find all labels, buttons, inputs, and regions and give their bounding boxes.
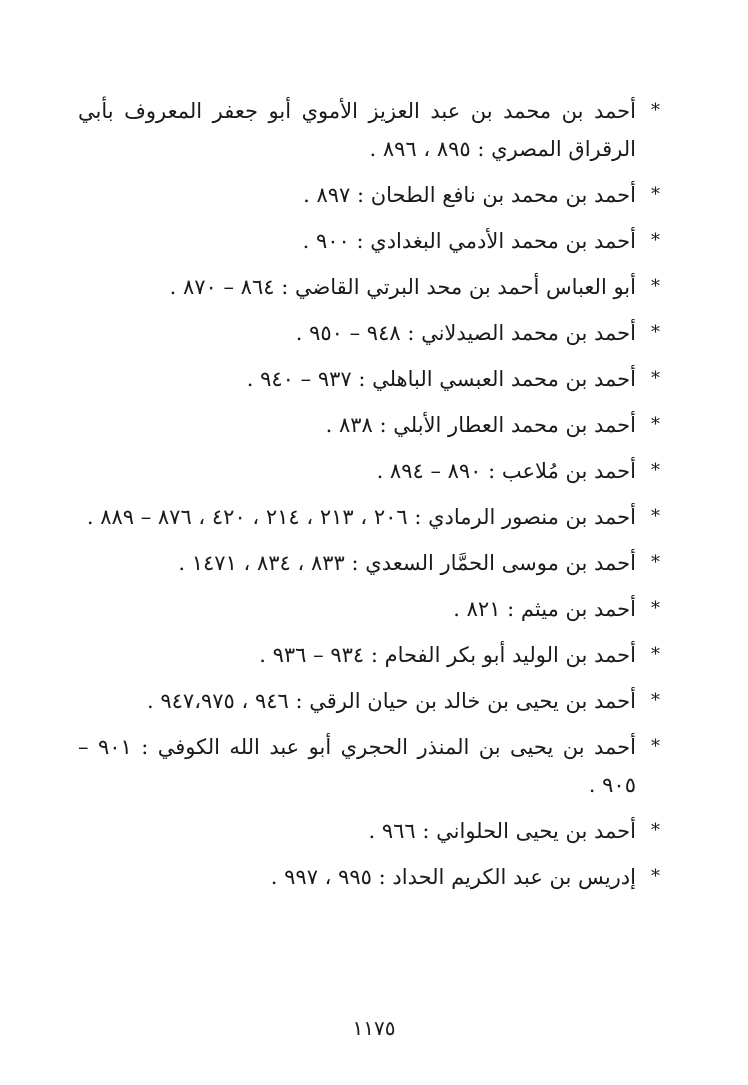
index-entry-text: أحمد بن يحيى الحلواني : ٩٦٦ . — [368, 819, 636, 843]
index-entry-text: أحمد بن محمد العطار الأبلي : ٨٣٨ . — [325, 413, 636, 437]
index-entry-text: أحمد بن محمد العبسي الباهلي : ٩٣٧ – ٩٤٠ . — [246, 367, 636, 391]
asterisk-icon: * — [651, 100, 660, 121]
index-entry — [78, 452, 660, 490]
index-entry-text: أحمد بن مُلاعب : ٨٩٠ – ٨٩٤ . — [376, 459, 636, 483]
index-entry-text: أحمد بن الوليد أبو بكر الفحام : ٩٣٤ – ٩٣٦ . — [259, 643, 636, 667]
asterisk-icon: * — [651, 460, 660, 481]
index-entry — [78, 92, 660, 168]
index-entries-list — [78, 92, 660, 904]
asterisk-icon: * — [651, 598, 660, 619]
index-entry — [78, 590, 660, 628]
index-entry — [78, 268, 660, 306]
index-entry-text: أحمد بن منصور الرمادي : ٢٠٦ ، ٢١٣ ، ٢١٤ ، ٤٢٠ ، ٨٧٦ – ٨٨٩ . — [86, 505, 636, 529]
index-entry-text: أحمد بن محمد الصيدلاني : ٩٤٨ – ٩٥٠ . — [295, 321, 636, 345]
index-entry — [78, 682, 660, 720]
asterisk-icon: * — [651, 506, 660, 527]
index-entry-text: أحمد بن محمد بن نافع الطحان : ٨٩٧ . — [303, 183, 636, 207]
index-entry-text: أحمد بن محمد الأدمي البغدادي : ٩٠٠ . — [302, 229, 636, 253]
page-number: ١١٧٥ — [352, 1016, 396, 1040]
index-entry-text: أحمد بن ميثم : ٨٢١ . — [453, 597, 636, 621]
index-entry — [78, 176, 660, 214]
asterisk-icon: * — [651, 184, 660, 205]
asterisk-icon: * — [651, 644, 660, 665]
index-entry — [78, 222, 660, 260]
asterisk-icon: * — [651, 866, 660, 887]
asterisk-icon: * — [651, 552, 660, 573]
asterisk-icon: * — [651, 276, 660, 297]
index-entry — [78, 314, 660, 352]
index-entry — [78, 728, 660, 804]
index-entry-text: أحمد بن موسى الحمَّار السعدي : ٨٣٣ ، ٨٣٤ ، ١٤٧١ . — [178, 551, 636, 575]
index-entry — [78, 406, 660, 444]
index-entry-text: أحمد بن يحيى بن المنذر الحجري أبو عبد الله الكوفي : ٩٠١ – ٩٠٥ . — [78, 735, 636, 797]
asterisk-icon: * — [651, 736, 660, 757]
asterisk-icon: * — [651, 230, 660, 251]
asterisk-icon: * — [651, 368, 660, 389]
index-entry-text: أحمد بن محمد بن عبد العزيز الأموي أبو جعفر المعروف بأبي الرقراق المصري : ٨٩٥ ، ٨٩٦ . — [78, 99, 636, 161]
asterisk-icon: * — [651, 322, 660, 343]
index-entry-text: أحمد بن يحيى بن خالد بن حيان الرقي : ٩٤٦ ، ٩٤٧،٩٧٥ . — [147, 689, 636, 713]
asterisk-icon: * — [651, 414, 660, 435]
index-entry — [78, 858, 660, 896]
asterisk-icon: * — [651, 820, 660, 841]
index-entry-text: إدريس بن عبد الكريم الحداد : ٩٩٥ ، ٩٩٧ . — [270, 865, 636, 889]
index-entry — [78, 544, 660, 582]
index-entry-text: أبو العباس أحمد بن محد البرتي القاضي : ٨٦٤ – ٨٧٠ . — [169, 275, 636, 299]
index-entry — [78, 360, 660, 398]
index-entry — [78, 498, 660, 536]
asterisk-icon: * — [651, 690, 660, 711]
index-entry — [78, 636, 660, 674]
index-entry — [78, 812, 660, 850]
